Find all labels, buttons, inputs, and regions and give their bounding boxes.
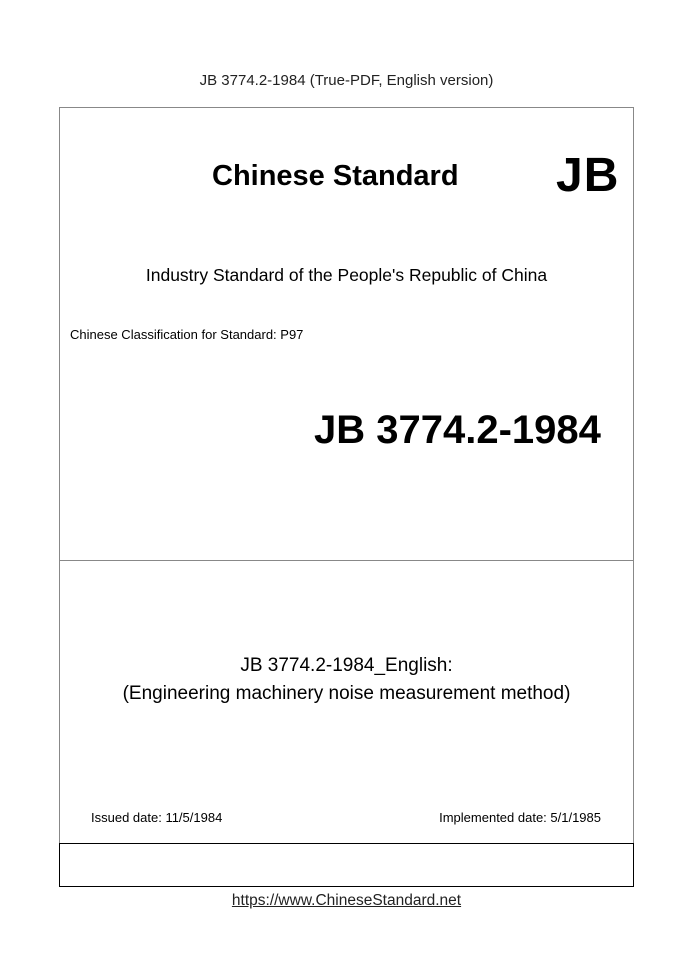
jb-logo: JB	[556, 149, 620, 202]
footer	[0, 892, 693, 910]
classification-line: Chinese Classification for Standard: P97	[70, 327, 304, 342]
cover-title: Chinese Standard	[212, 160, 459, 192]
issued-date: Issued date: 11/5/1984	[91, 810, 223, 825]
cover-bottom-frame	[59, 843, 634, 887]
english-title-line-2: (Engineering machinery noise measurement method)	[122, 683, 571, 704]
standard-number: JB 3774.2-1984	[314, 408, 601, 452]
english-title-line-1: JB 3774.2-1984_English:	[240, 655, 453, 676]
implemented-date: Implemented date: 5/1/1985	[439, 810, 601, 825]
english-title-block	[0, 652, 693, 708]
website-link[interactable]: https://www.ChineseStandard.net	[231, 892, 462, 909]
industry-standard-line: Industry Standard of the People's Republic of China	[145, 265, 548, 285]
document-header: JB 3774.2-1984 (True-PDF, English version)	[199, 72, 494, 89]
